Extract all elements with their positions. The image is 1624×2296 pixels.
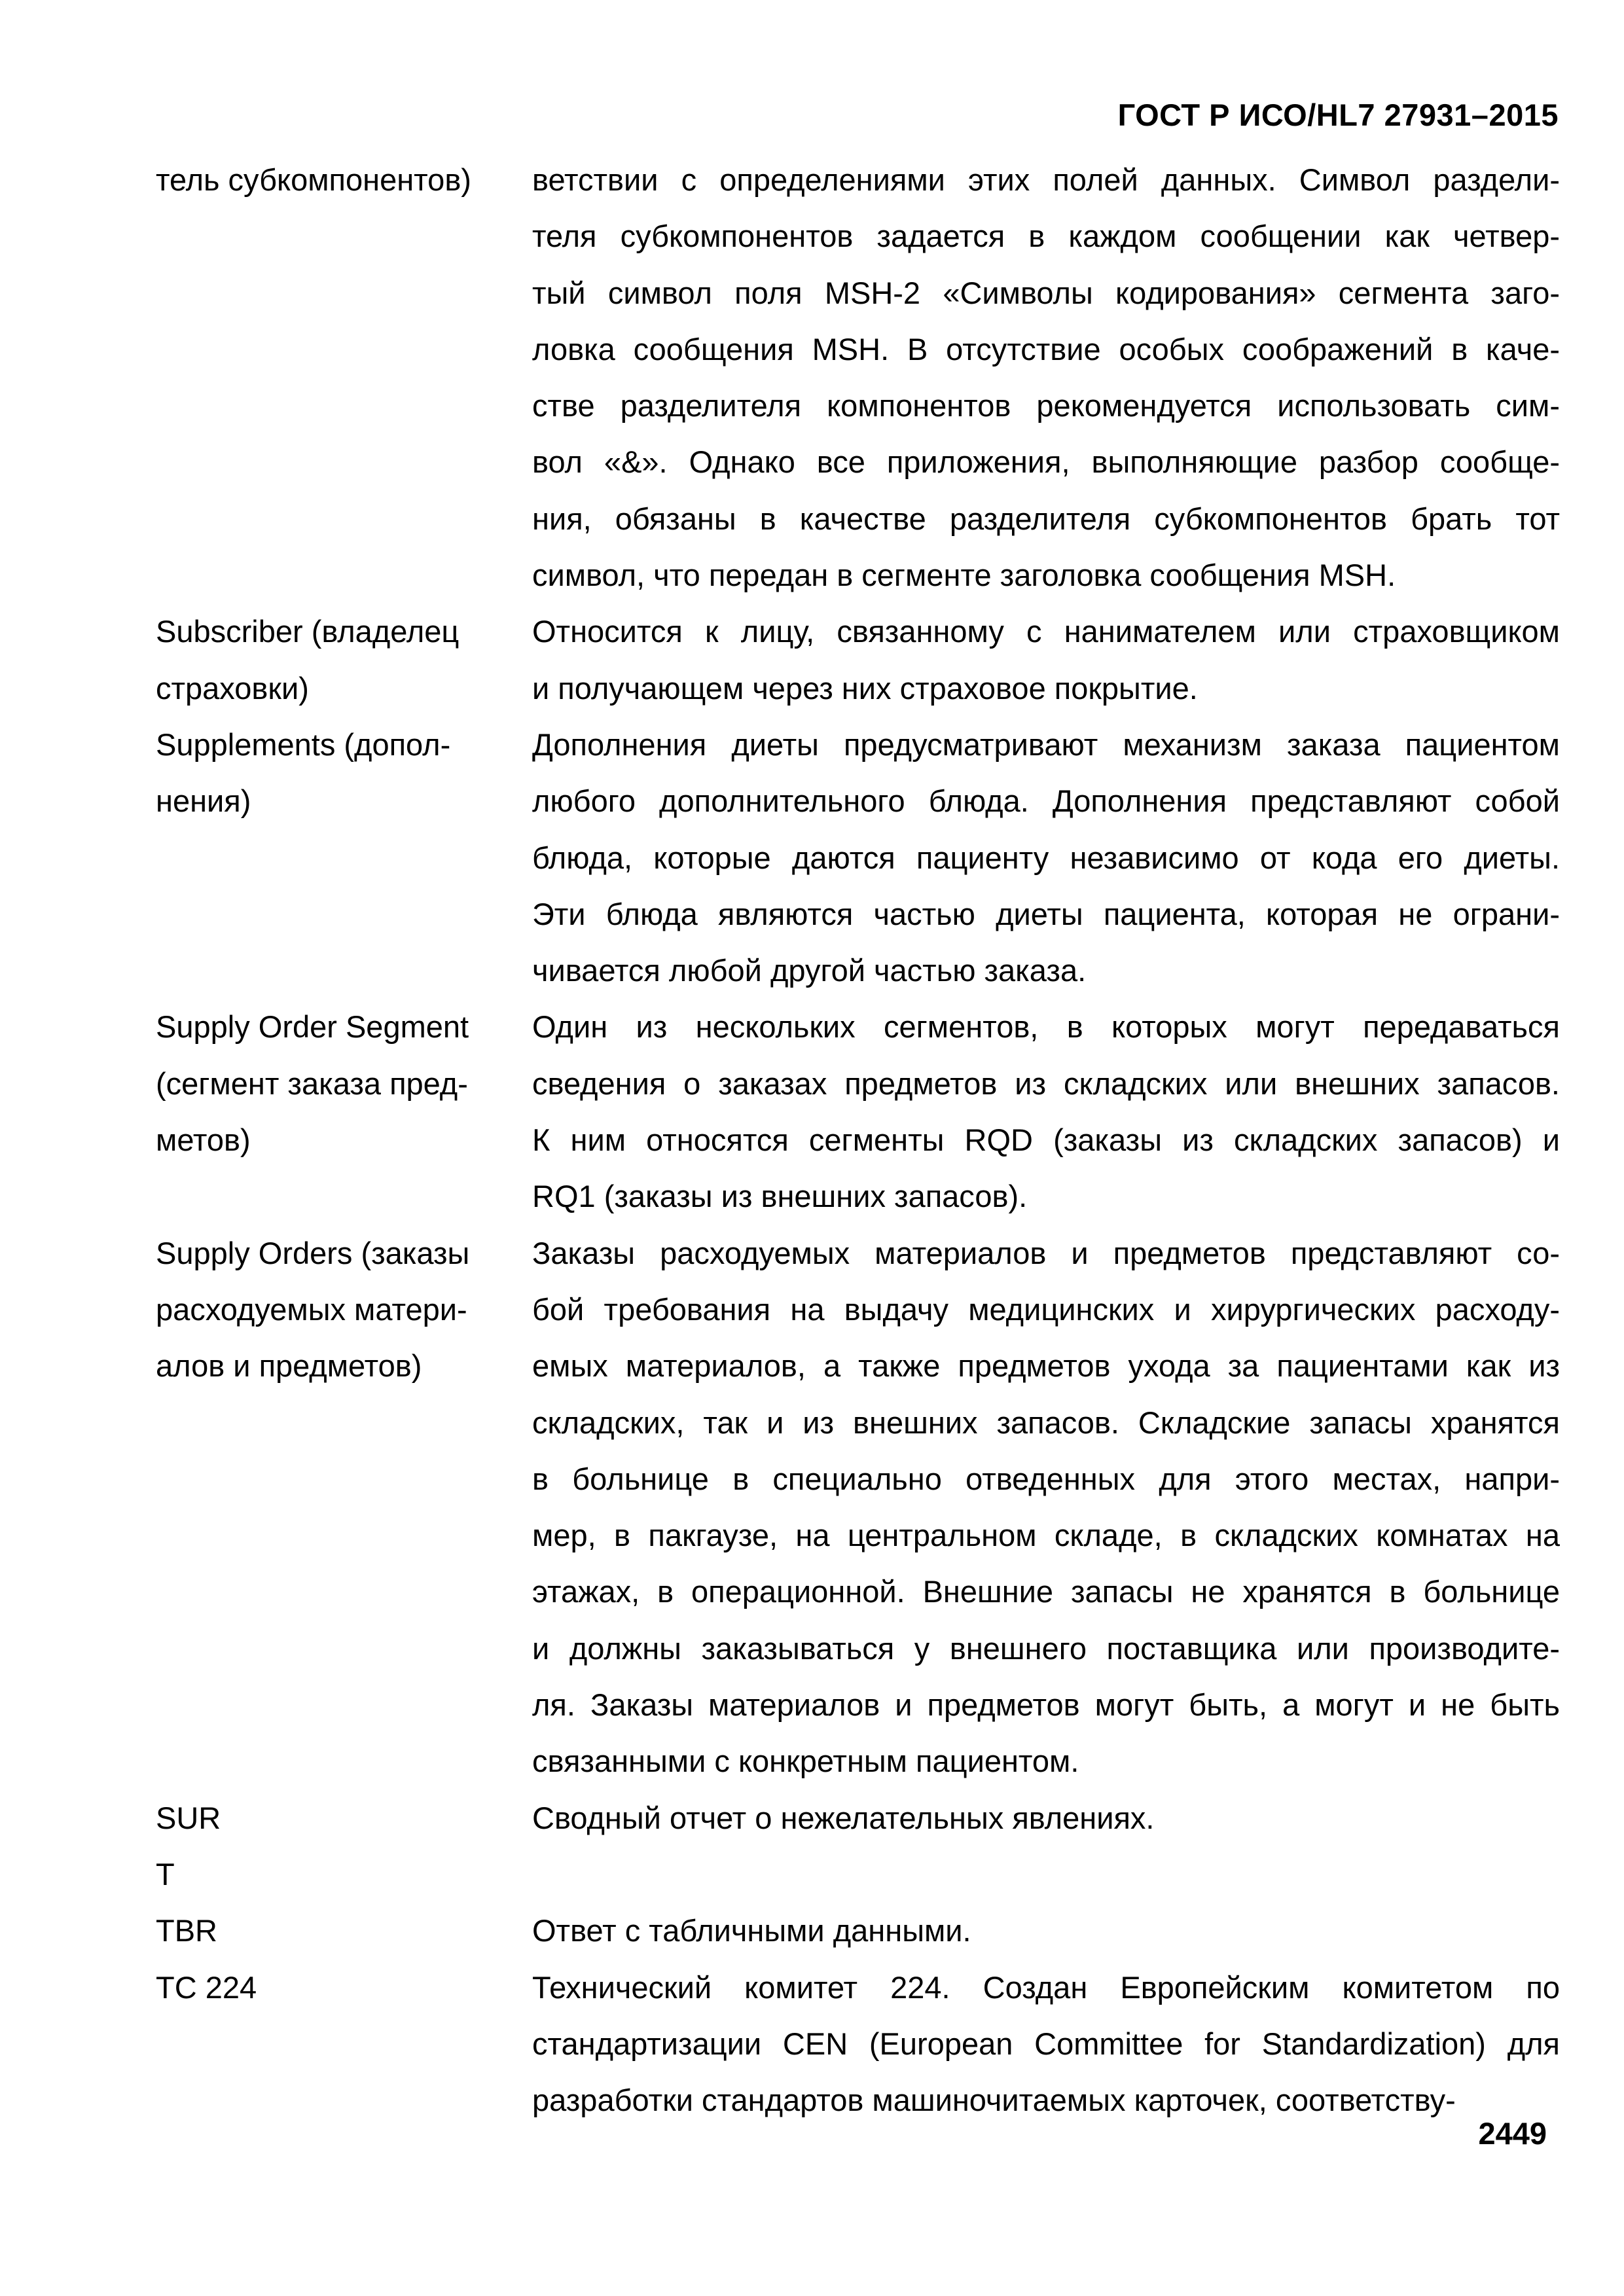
glossary-entry bbox=[156, 999, 1560, 1225]
definition-line: сведения о заказах предметов из складских или внешних запасов. bbox=[532, 1066, 1560, 1101]
definition-line: блюда, которые даются пациенту независимо от кода его диеты. bbox=[532, 840, 1560, 875]
term-line: страховки) bbox=[156, 670, 309, 706]
glossary-entry bbox=[156, 1903, 1560, 1959]
glossary-definition bbox=[532, 717, 1560, 999]
definition-line: разработки стандартов машиночитаемых карточек, соответству- bbox=[532, 2083, 1456, 2118]
glossary-definition bbox=[532, 1225, 1560, 1790]
glossary-term bbox=[156, 1225, 532, 1395]
definition-line: и получающем через них страховое покрытие. bbox=[532, 670, 1198, 706]
definition-line: связанными с конкретным пациентом. bbox=[532, 1744, 1079, 1779]
term-line: метов) bbox=[156, 1122, 251, 1158]
glossary-definition bbox=[532, 152, 1560, 603]
glossary-definition bbox=[532, 1960, 1560, 2129]
term-line: алов и предметов) bbox=[156, 1348, 422, 1384]
glossary-term bbox=[156, 1960, 532, 2016]
glossary-definition bbox=[532, 1790, 1560, 1846]
definition-line: стве разделителя компонентов рекомендуется использовать сим- bbox=[532, 388, 1560, 423]
term-line: Subscriber (владелец bbox=[156, 614, 460, 649]
glossary-entry bbox=[156, 1790, 1560, 1846]
glossary-entry bbox=[156, 1225, 1560, 1790]
definition-line: RQ1 (заказы из внешних запасов). bbox=[532, 1179, 1028, 1214]
definition-line: Дополнения диеты предусматривают механизм заказа пациентом bbox=[532, 726, 1560, 762]
glossary-list bbox=[156, 152, 1560, 2128]
glossary-entry bbox=[156, 152, 1560, 603]
definition-line: ловка сообщения MSH. В отсутствие особых соображений в каче- bbox=[532, 331, 1560, 367]
glossary-term bbox=[156, 152, 532, 208]
definition-line: Один из нескольких сегментов, в которых могут передаваться bbox=[532, 1009, 1560, 1045]
glossary-entry bbox=[156, 1846, 1560, 1903]
definition-line: Сводный отчет о нежелательных явлениях. bbox=[532, 1800, 1155, 1835]
definition-line: в больнице в специально отведенных для этого местах, напри- bbox=[532, 1461, 1560, 1496]
definition-line: складских, так и из внешних запасов. Складские запасы хранятся bbox=[532, 1405, 1560, 1440]
document-standard-header: ГОСТ Р ИСО/HL7 27931–2015 bbox=[1117, 98, 1559, 132]
definition-line: ветствии с определениями этих полей данных. Символ раздели- bbox=[532, 162, 1560, 197]
definition-line: вол «&». Однако все приложения, выполняющие разбор сообще- bbox=[532, 444, 1560, 480]
glossary-term bbox=[156, 1903, 532, 1959]
glossary-entry bbox=[156, 1960, 1560, 2129]
glossary-definition bbox=[532, 999, 1560, 1225]
glossary-definition bbox=[532, 1846, 1560, 1903]
definition-line: Эти блюда являются частью диеты пациента, которая не ограни- bbox=[532, 896, 1560, 931]
glossary-term bbox=[156, 999, 532, 1168]
term-line: расходуемых матери- bbox=[156, 1291, 467, 1327]
definition-line: и должны заказываться у внешнего поставщика или производите- bbox=[532, 1630, 1560, 1666]
term-line: TC 224 bbox=[156, 1969, 257, 2005]
definition-line: тый символ поля MSH-2 «Символы кодирования» сегмента заго- bbox=[532, 275, 1560, 310]
definition-line: Относится к лицу, связанному с нанимателем или страховщиком bbox=[532, 614, 1560, 649]
definition-line: этажах, в операционной. Внешние запасы не хранятся в больнице bbox=[532, 1574, 1560, 1609]
glossary-entry bbox=[156, 603, 1560, 717]
term-line: Supplements (допол- bbox=[156, 726, 451, 762]
definition-line: любого дополнительного блюда. Дополнения представляют собой bbox=[532, 783, 1560, 819]
glossary-term bbox=[156, 717, 532, 830]
term-line: TBR bbox=[156, 1913, 217, 1948]
glossary-term bbox=[156, 1790, 532, 1846]
definition-line: емых материалов, а также предметов ухода за пациентами как из bbox=[532, 1348, 1560, 1384]
definition-line: теля субкомпонентов задается в каждом сообщении как четвер- bbox=[532, 219, 1560, 254]
definition-line: ния, обязаны в качестве разделителя субкомпонентов брать тот bbox=[532, 501, 1560, 536]
definition-line: ля. Заказы материалов и предметов могут быть, а могут и не быть bbox=[532, 1687, 1560, 1723]
term-line: SUR bbox=[156, 1800, 221, 1835]
definition-line: чивается любой другой частью заказа. bbox=[532, 953, 1087, 988]
definition-line: символ, что передан в сегменте заголовка сообщения MSH. bbox=[532, 558, 1396, 593]
glossary-definition bbox=[532, 1903, 1560, 1959]
definition-line: Ответ с табличными данными. bbox=[532, 1913, 971, 1948]
definition-line: Заказы расходуемых материалов и предметов представляют со- bbox=[532, 1235, 1560, 1270]
term-line: T bbox=[156, 1856, 175, 1892]
term-line: (сегмент заказа пред- bbox=[156, 1066, 468, 1101]
term-line: тель субкомпонентов) bbox=[156, 162, 471, 197]
definition-line: мер, в пакгаузе, на центральном складе, в складских комнатах на bbox=[532, 1518, 1560, 1553]
term-line: Supply Order Segment bbox=[156, 1009, 469, 1045]
definition-line: К ним относятся сегменты RQD (заказы из складских запасов) и bbox=[532, 1122, 1560, 1158]
term-line: нения) bbox=[156, 783, 251, 819]
glossary-term bbox=[156, 603, 532, 717]
definition-line: Технический комитет 224. Создан Европейским комитетом по bbox=[532, 1969, 1560, 2005]
page-number: 2449 bbox=[1478, 2116, 1547, 2151]
glossary-term bbox=[156, 1846, 532, 1903]
glossary-definition bbox=[532, 603, 1560, 717]
glossary-entry bbox=[156, 717, 1560, 999]
definition-line: стандартизации CEN (European Committee for Standardization) для bbox=[532, 2026, 1560, 2061]
empty-definition bbox=[532, 1846, 1560, 1903]
definition-line: бой требования на выдачу медицинских и хирургических расходу- bbox=[532, 1291, 1560, 1327]
term-line: Supply Orders (заказы bbox=[156, 1235, 470, 1270]
